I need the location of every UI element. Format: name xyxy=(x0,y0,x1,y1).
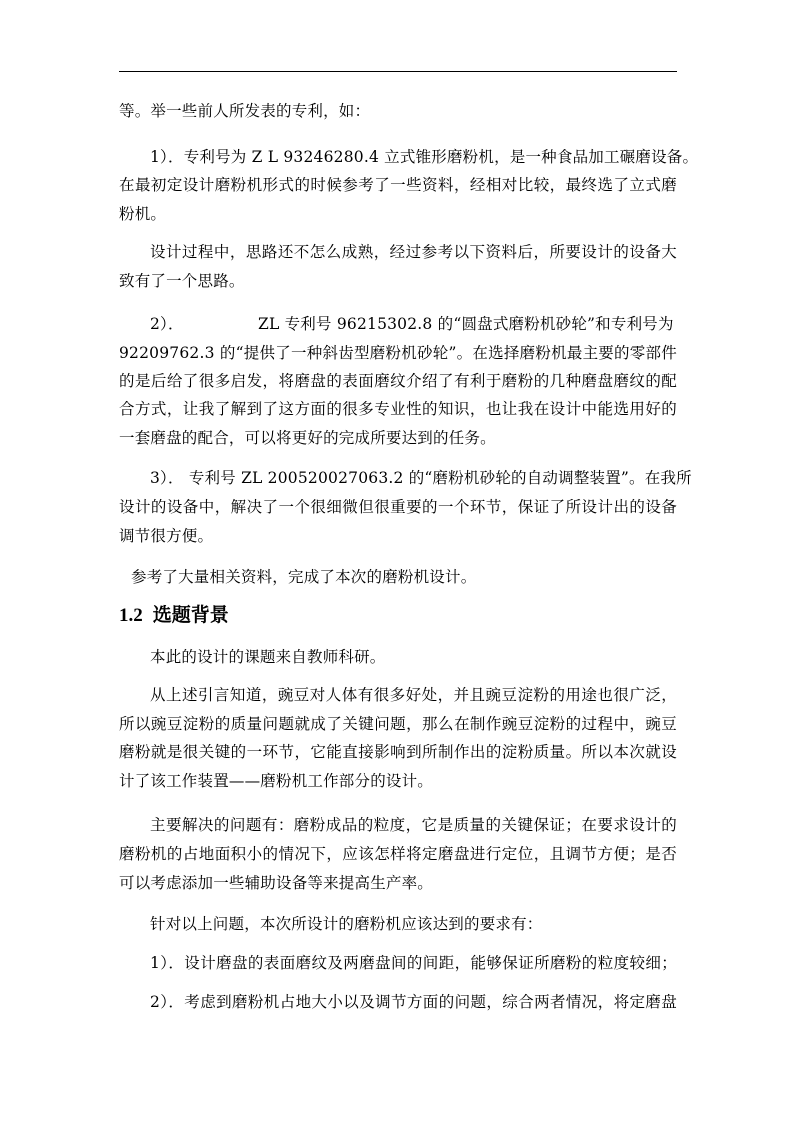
body-text-line: 等。举一些前人所发表的专利，如： xyxy=(119,102,371,120)
body-text-line: 设计过程中，思路还不怎么成熟，经过参考以下资料后，所要设计的设备大 xyxy=(150,243,677,261)
body-text-line: 针对以上问题，本次所设计的磨粉机应该达到的要求有： xyxy=(150,915,543,933)
body-text-line: 磨粉机的占地面积小的情况下，应该怎样将定磨盘进行定位，且调节方便；是否 xyxy=(119,845,677,863)
body-text-line: 调节很方便。 xyxy=(119,527,214,545)
body-text-line: 设计的设备中，解决了一个很细微但很重要的一个环节，保证了所设计出的设备 xyxy=(119,498,677,516)
body-text-line: 参考了大量相关资料，完成了本次的磨粉机设计。 xyxy=(131,568,477,586)
header-rule xyxy=(119,71,677,72)
body-text-line: 致有了一个思路。 xyxy=(119,272,245,290)
body-text-line: 的是后给了很多启发，将磨盘的表面磨纹介绍了有利于磨粉的几种磨盘磨纹的配 xyxy=(119,372,677,390)
body-text-line: 所以豌豆淀粉的质量问题就成了关键问题，那么在制作豌豆淀粉的过程中，豌豆 xyxy=(119,715,677,733)
body-text-line: 合方式，让我了解到了这方面的很多专业性的知识，也让我在设计中能选用好的 xyxy=(119,400,677,418)
body-text-line: 本此的设计的课题来自教师科研。 xyxy=(150,648,386,666)
body-text-line: 一套磨盘的配合，可以将更好的完成所要达到的任务。 xyxy=(119,429,496,447)
section-title: 选题背景 xyxy=(152,604,229,626)
body-text-line: 粉机。 xyxy=(119,205,167,223)
body-text-line: 主要解决的问题有：磨粉成品的粒度，它是质量的关键保证；在要求设计的 xyxy=(150,816,677,834)
list-marker: 2）． xyxy=(150,315,184,333)
body-text-line: 1）．设计磨盘的表面磨纹及两磨盘间的间距，能够保证所磨粉的粒度较细； xyxy=(150,954,677,972)
section-heading xyxy=(119,603,229,628)
body-text-line: 2）．考虑到磨粉机占地大小以及调节方面的问题，综合两者情况，将定磨盘 xyxy=(150,993,677,1011)
body-text-line: 磨粉就是很关键的一环节，它能直接影响到所制作出的淀粉质量。所以本次就设 xyxy=(119,743,677,761)
body-text-line: 1）．专利号为 Z L 93246280.4 立式锥形磨粉机，是一种食品加工碾磨设备。 xyxy=(150,148,699,166)
body-text-line: 在最初定设计磨粉机形式的时候参考了一些资料，经相对比较，最终选了立式磨 xyxy=(119,176,677,194)
body-text-line: 从上述引言知道，豌豆对人体有很多好处，并且豌豆淀粉的用途也很广泛， xyxy=(150,686,677,704)
body-text-line: 3）． 专利号 ZL 200520027063.2 的“磨粉机砂轮的自动调整装置”。在我所 xyxy=(150,469,692,487)
body-text-line: 计了该工作装置——磨粉机工作部分的设计。 xyxy=(119,772,434,790)
body-text-line: 92209762.3 的“提供了一种斜齿型磨粉机砂轮”。在选择磨粉机最主要的零部件 xyxy=(119,344,677,362)
section-number: 1.2 xyxy=(119,605,143,626)
body-text-line: ZL 专利号 96215302.8 的“圆盘式磨粉机砂轮”和专利号为 xyxy=(258,315,674,333)
body-text-line: 可以考虑添加一些辅助设备等来提高生产率。 xyxy=(119,874,434,892)
